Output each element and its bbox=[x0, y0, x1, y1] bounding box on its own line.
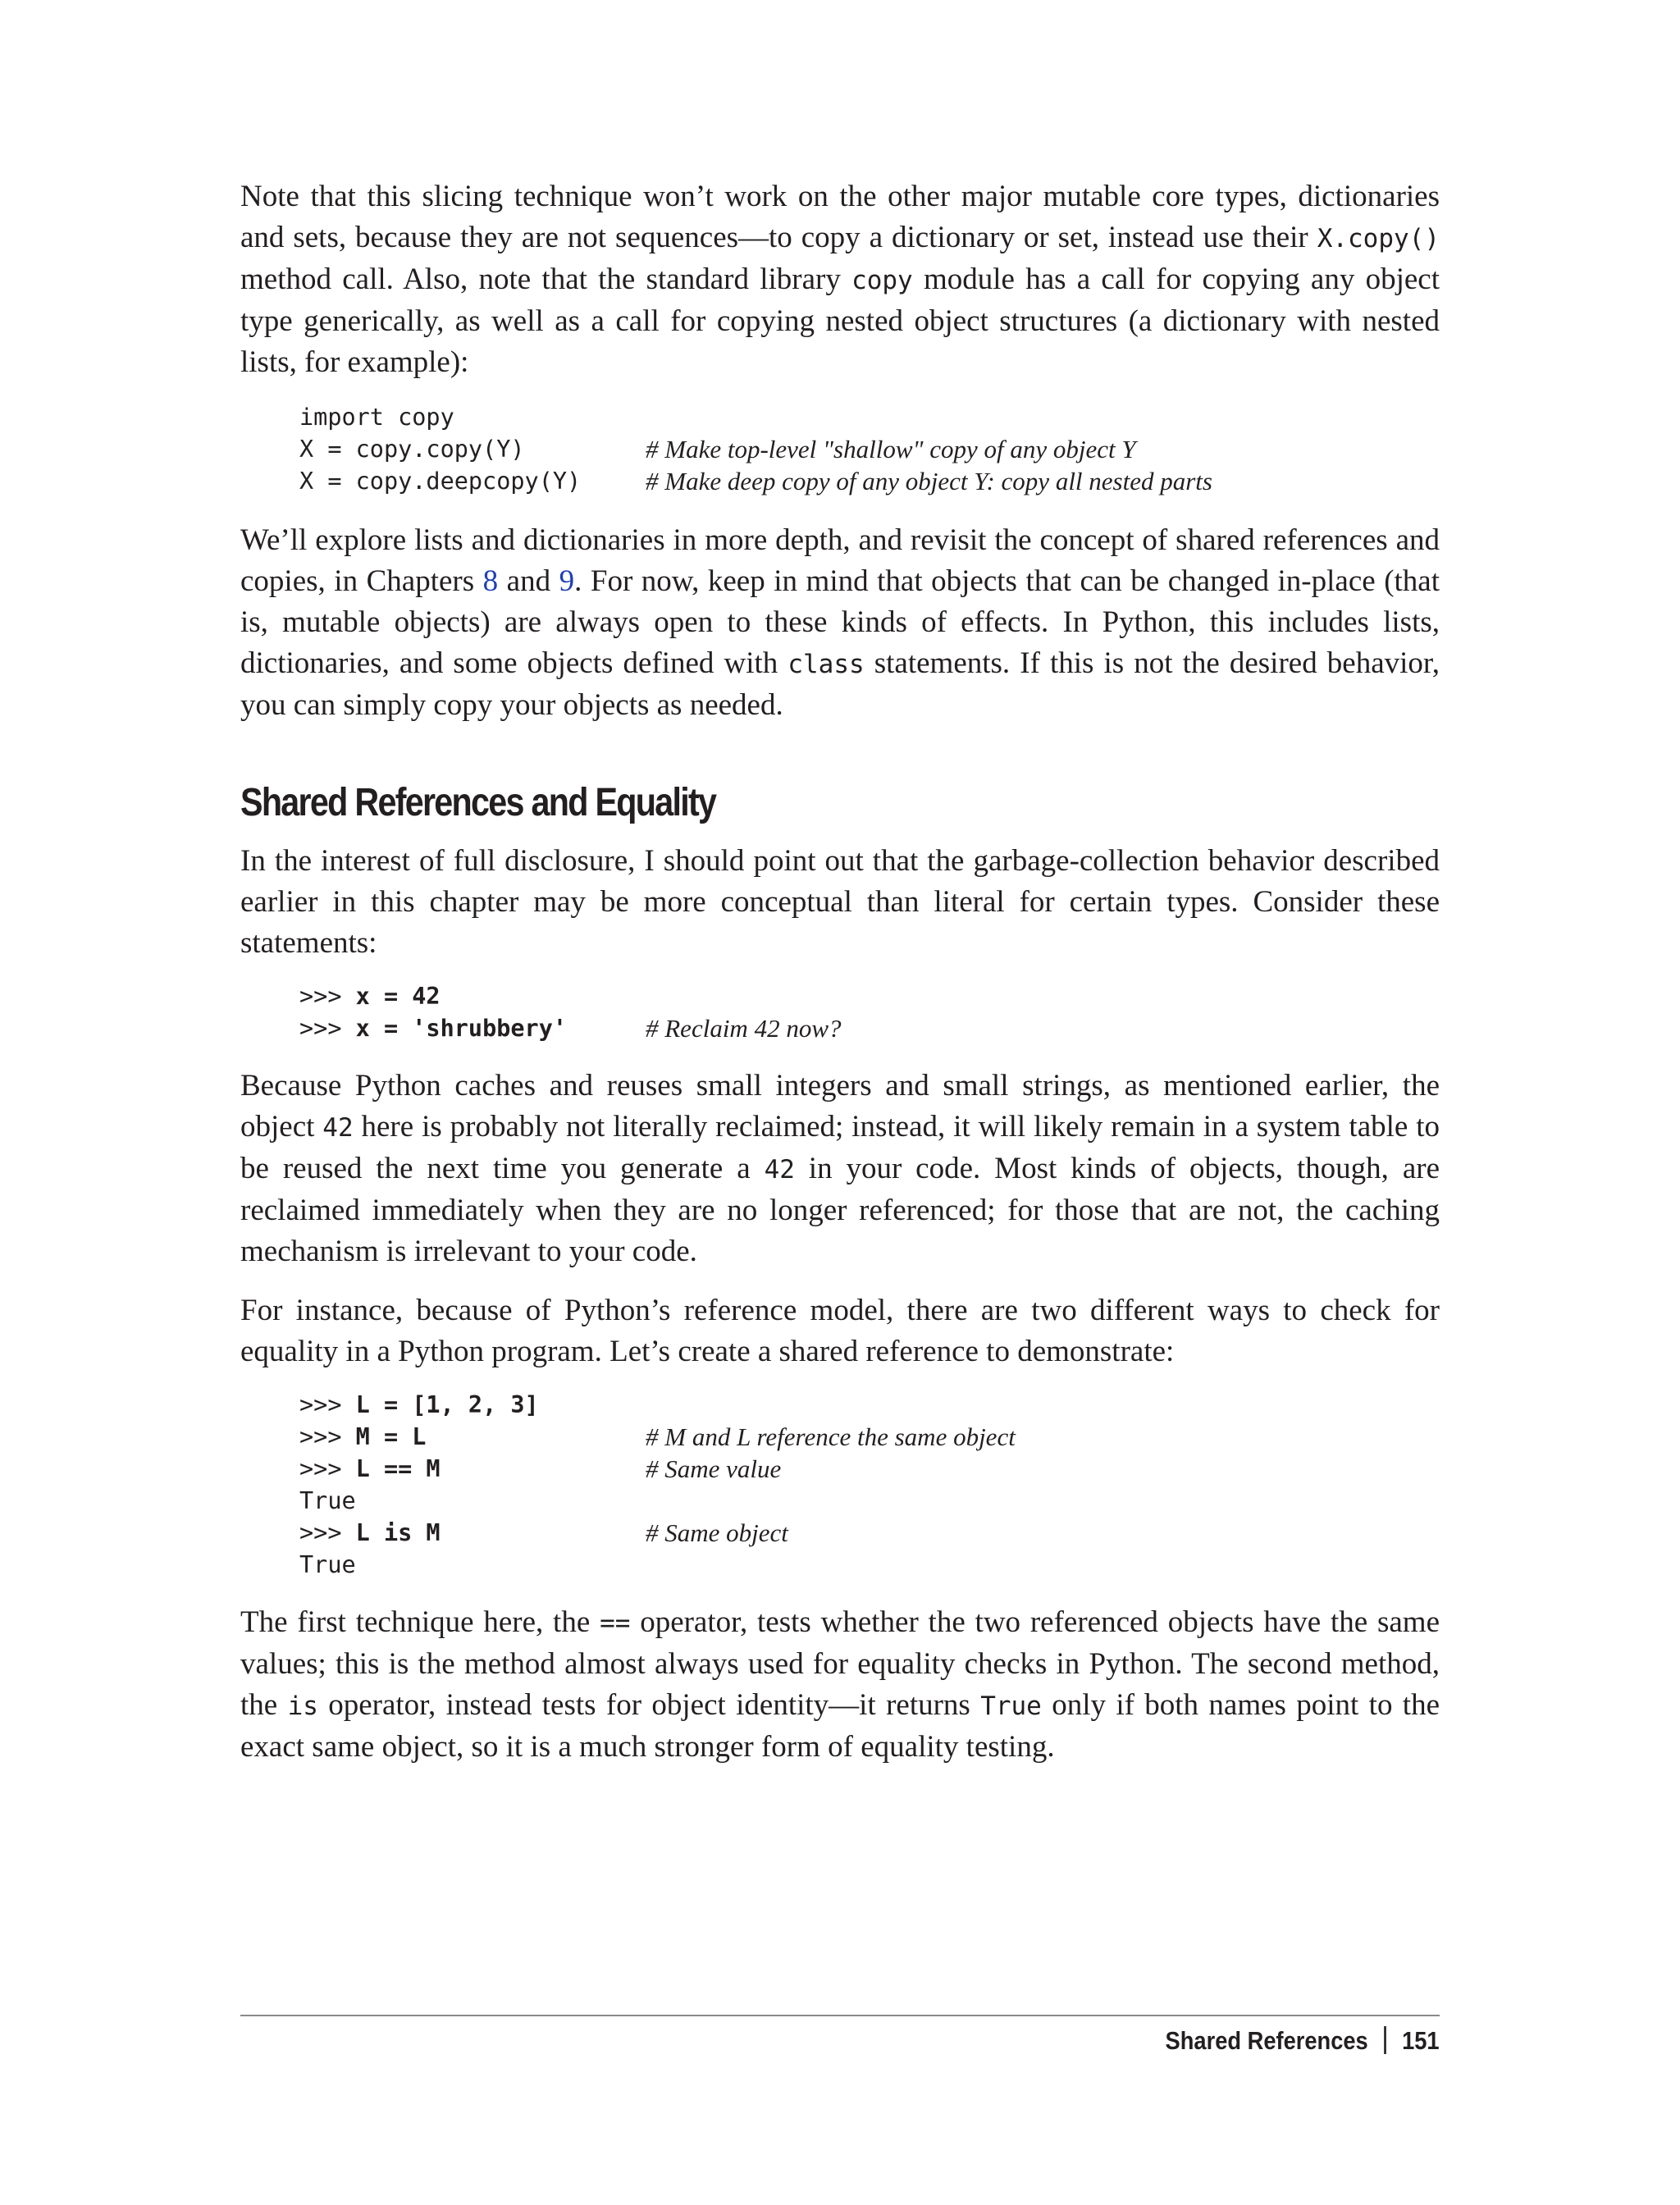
paragraph-is-operator bbox=[240, 1602, 1440, 1768]
code-output: True bbox=[299, 1551, 356, 1578]
code-line bbox=[299, 1421, 1440, 1453]
page-content bbox=[240, 176, 1440, 1768]
code-text bbox=[299, 1453, 441, 1485]
code-block-reclaim bbox=[299, 980, 1440, 1044]
code-comment: # Make deep copy of any object Y: copy all nested parts bbox=[646, 467, 1212, 495]
code-text bbox=[299, 1549, 356, 1581]
code-text bbox=[299, 1517, 441, 1549]
prompt: >>> bbox=[299, 1015, 356, 1042]
code-input: L = [1, 2, 3] bbox=[355, 1391, 539, 1418]
code-line bbox=[299, 1517, 1440, 1549]
code-line bbox=[299, 433, 1440, 465]
code-text: X = copy.copy(Y) bbox=[299, 436, 525, 463]
code-line bbox=[299, 980, 1440, 1012]
prompt: >>> bbox=[299, 983, 356, 1010]
code-input: x = 42 bbox=[355, 983, 441, 1010]
text: statements. If this is not the desired behavior, you can simply copy your objects as needed. bbox=[240, 646, 1440, 722]
text: operator, tests whether the two referenced objects have the same values; this is the method almost always used for equality checks in Python. The second method, the bbox=[240, 1605, 1440, 1722]
code-input: L == M bbox=[355, 1455, 441, 1482]
text: and bbox=[498, 564, 559, 598]
inline-code: X.copy() bbox=[1317, 224, 1440, 253]
footer-section-title: Shared References bbox=[1165, 2026, 1369, 2055]
code-comment: # Same value bbox=[646, 1454, 782, 1483]
code-comment: # M and L reference the same object bbox=[646, 1422, 1016, 1451]
code-comment: # Same object bbox=[646, 1518, 788, 1547]
code-line bbox=[299, 1012, 1440, 1044]
code-input: L is M bbox=[355, 1519, 441, 1546]
section-heading: Shared References and Equality bbox=[240, 781, 716, 824]
code-line bbox=[299, 1549, 1440, 1581]
code-line bbox=[299, 465, 1440, 497]
footer-divider bbox=[240, 2015, 1440, 2016]
paragraph-equality-intro: For instance, because of Python’s reference model, there are two different ways to check for equality in a Python program. Let’s create a shared reference to demonstrate: bbox=[240, 1294, 1440, 1368]
inline-code: == bbox=[600, 1609, 631, 1638]
code-block-copy bbox=[299, 401, 1440, 497]
code-comment: # Reclaim 42 now? bbox=[646, 1014, 842, 1043]
paragraph-shared-references bbox=[240, 520, 1440, 726]
text: The first technique here, the bbox=[240, 1605, 600, 1639]
code-text bbox=[299, 1012, 567, 1044]
code-comment: # Make top-level "shallow" copy of any object Y bbox=[646, 435, 1136, 463]
text: operator, instead tests for object identity—it returns bbox=[317, 1688, 981, 1722]
paragraph-caching bbox=[240, 1066, 1440, 1272]
inline-code: 42 bbox=[764, 1155, 795, 1185]
text: . For now, keep in mind that objects that can be changed in-place (that is, mutable objects) are always open to these kinds of effects. In Python, this includes lists, dictionaries, and some objects defined with bbox=[240, 564, 1440, 680]
text: only if both names point to the exact same object, so it is a much stronger form of equality testing. bbox=[240, 1688, 1440, 1764]
code-input: M = L bbox=[355, 1423, 427, 1450]
code-text: X = copy.deepcopy(Y) bbox=[299, 468, 582, 495]
inline-code: is bbox=[287, 1691, 318, 1721]
prompt: >>> bbox=[299, 1391, 356, 1418]
code-line bbox=[299, 1389, 1440, 1421]
prompt: >>> bbox=[299, 1455, 356, 1482]
code-output: True bbox=[299, 1487, 356, 1514]
text: in your code. Most kinds of objects, though, are reclaimed immediately when they are no longer referenced; for those that are not, the caching mechanism is irrelevant to your code. bbox=[240, 1152, 1440, 1268]
code-line bbox=[299, 1485, 1440, 1517]
code-line bbox=[299, 401, 1440, 433]
text: Note that this slicing technique won’t work on the other major mutable core types, dictionaries and sets, because they are not sequences—to copy a dictionary or set, instead use their bbox=[240, 180, 1440, 254]
text: here is probably not literally reclaimed; instead, it will likely remain in a system table to be reused the next time you generate a bbox=[240, 1110, 1440, 1185]
paragraph-copy-techniques bbox=[240, 176, 1440, 383]
code-text bbox=[299, 980, 441, 1012]
code-text bbox=[299, 1485, 356, 1517]
prompt: >>> bbox=[299, 1519, 356, 1546]
page-footer bbox=[1166, 2026, 1440, 2056]
text: module has a call for copying any object type generically, as well as a call for copying nested object structures (a dictionary with nested lists, for example): bbox=[240, 262, 1440, 379]
inline-code: copy bbox=[851, 266, 913, 295]
prompt: >>> bbox=[299, 1423, 356, 1450]
inline-code: class bbox=[788, 650, 865, 679]
code-text bbox=[299, 1389, 539, 1421]
paragraph-garbage-collection: In the interest of full disclosure, I should point out that the garbage-collection behavior described earlier in this chapter may be more conceptual than literal for certain types. Consider these statements: bbox=[240, 844, 1440, 960]
text: method call. Also, note that the standard library bbox=[240, 262, 852, 296]
code-text bbox=[299, 1421, 426, 1453]
page-number: 151 bbox=[1402, 2026, 1440, 2055]
code-text: import copy bbox=[299, 404, 454, 431]
chapter-link-9[interactable]: 9 bbox=[559, 564, 575, 598]
text: We’ll explore lists and dictionaries in more depth, and revisit the concept of shared references and copies, in Chapters bbox=[240, 523, 1440, 598]
code-line bbox=[299, 1453, 1440, 1485]
inline-code: True bbox=[980, 1691, 1042, 1721]
text: Because Python caches and reuses small integers and small strings, as mentioned earlier, the object bbox=[240, 1069, 1440, 1144]
inline-code: 42 bbox=[322, 1113, 354, 1143]
code-block-equality bbox=[299, 1389, 1440, 1581]
footer-separator bbox=[1384, 2026, 1386, 2054]
chapter-link-8[interactable]: 8 bbox=[482, 564, 499, 598]
code-input: x = 'shrubbery' bbox=[355, 1015, 568, 1042]
